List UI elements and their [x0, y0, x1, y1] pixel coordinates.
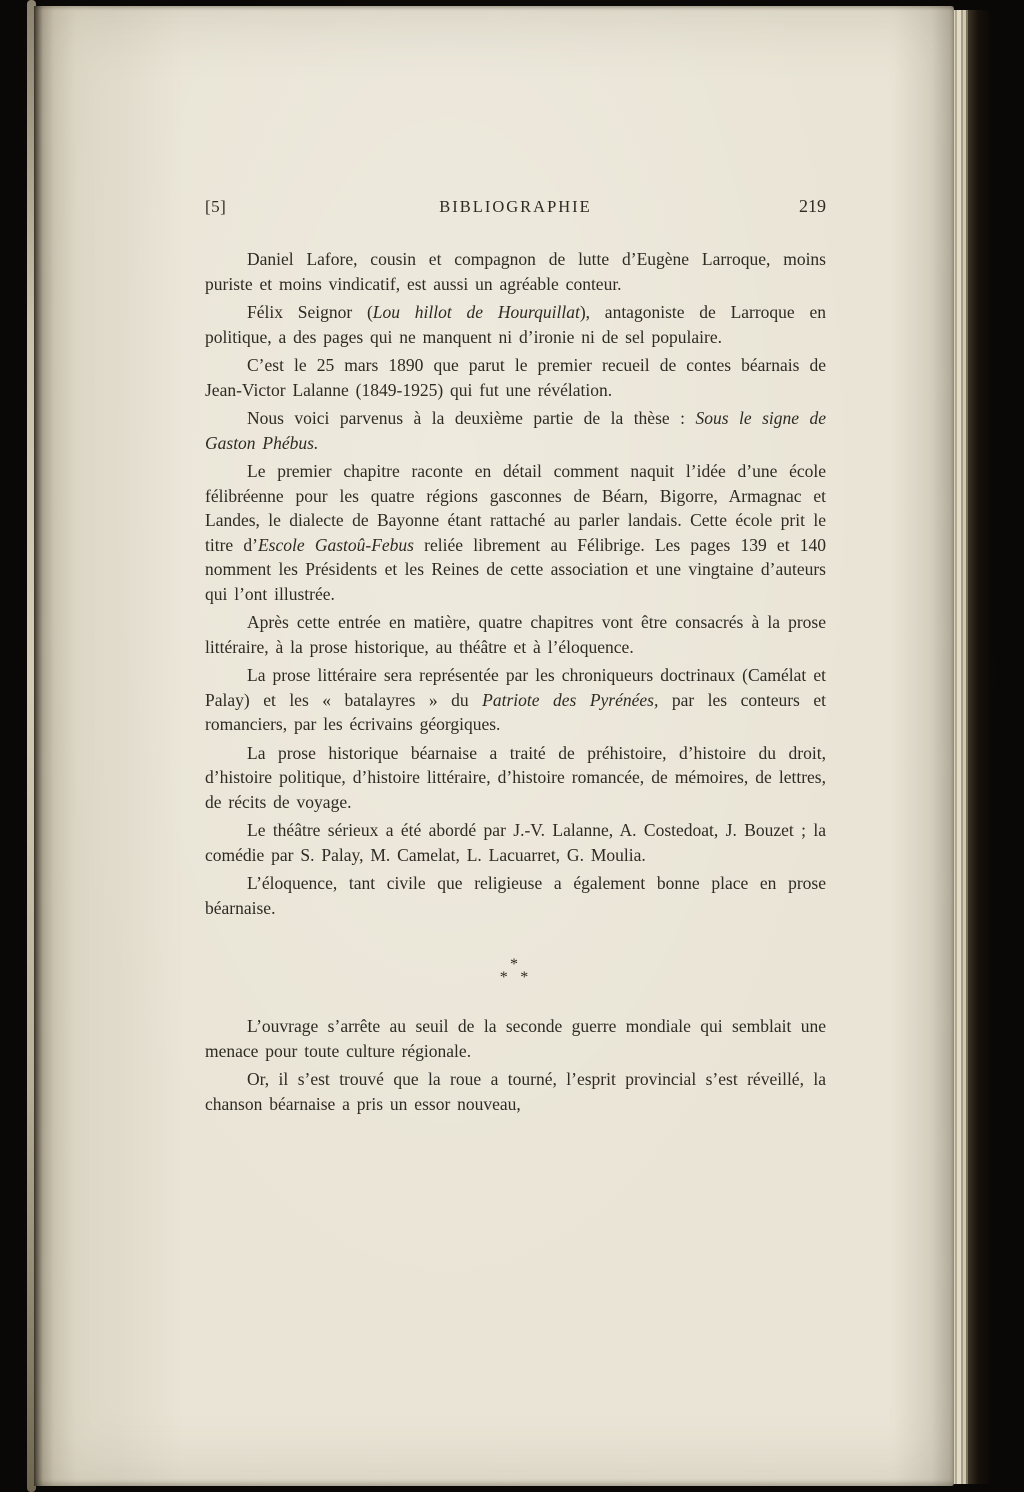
- paragraph: [205, 663, 826, 737]
- body-text: Le premier chapitre raconte en détail comment naquit l’idée d’une école félibréenne pour les quatre régions gasconnes de Béarn, Bigorre, Armagnac et Landes, le dialecte de Bayonne étant rattaché au parler landais. Cette école prit le titre d’: [205, 461, 826, 555]
- body-text: par les conteurs et romanciers, par les écrivains géorgiques.: [205, 689, 826, 734]
- asterism-line: *: [510, 956, 521, 973]
- body-text: La prose littéraire sera représentée par les chroniqueurs doctrinaux (Camélat et Palay) et les « batalayres » du: [205, 665, 826, 710]
- paragraph: [205, 247, 826, 296]
- text-block: [205, 247, 826, 1116]
- body-text: Or, il s’est trouvé que la roue a tourné, l’esprit provincial s’est réveillé, la chanson béarnaise a pris un essor nouveau,: [205, 1069, 826, 1114]
- asterism-separator: [205, 958, 826, 984]
- book-page: [34, 6, 954, 1486]
- body-text: Le théâtre sérieux a été abordé par J.-V. Lalanne, A. Costedoat, J. Bouzet ; la comédie par S. Palay, M. Camelat, L. Lacuarret, G. Moulia.: [205, 820, 826, 865]
- signature-mark: [5]: [205, 197, 227, 216]
- paragraph: [205, 1067, 826, 1116]
- italic-text: Sous le signe de Gaston Phébus.: [205, 408, 826, 453]
- paragraph: [205, 300, 826, 349]
- italic-text: Patriote des Pyrénées,: [482, 689, 659, 710]
- paragraph: [205, 1014, 826, 1063]
- italic-text: Lou hillot de Hourquillat: [372, 302, 580, 322]
- body-text: ), antagoniste de Larroque en politique, a des pages qui ne manquent ni d’ironie ni de sel populaire.: [205, 302, 826, 347]
- body-text: L’éloquence, tant civile que religieuse a également bonne place en prose béarnaise.: [205, 873, 826, 918]
- paragraph: [205, 459, 826, 606]
- page-header: [205, 196, 826, 217]
- paragraph: [205, 871, 826, 920]
- page-edges-stack: [952, 10, 992, 1484]
- body-text: Daniel Lafore, cousin et compagnon de lutte d’Eugène Larroque, moins puriste et moins vindicatif, est aussi un agréable conteur.: [205, 249, 826, 294]
- body-text: Nous voici parvenus à la deuxième partie de la thèse :: [247, 408, 696, 428]
- italic-text: Escole Gastoû-Febus: [257, 534, 414, 555]
- body-text: Après cette entrée en matière, quatre chapitres vont être consacrés à la prose littéraire, à la prose historique, au théâtre et à l’éloquence.: [205, 612, 826, 657]
- paragraph: [205, 741, 826, 815]
- paragraph: [205, 610, 826, 659]
- asterism-line: * *: [499, 969, 532, 986]
- body-text: L’ouvrage s’arrête au seuil de la seconde guerre mondiale qui semblait une menace pour toute culture régionale.: [205, 1016, 826, 1061]
- body-text: C’est le 25 mars 1890 que parut le premier recueil de contes béarnais de Jean-Victor Lalanne (1849-1925) qui fut une révélation.: [205, 355, 826, 400]
- running-title: BIBLIOGRAPHIE: [439, 197, 592, 216]
- page-content: [205, 196, 826, 1120]
- page-number: 219: [799, 196, 826, 216]
- body-text: La prose historique béarnaise a traité de préhistoire, d’histoire du droit, d’histoire politique, d’histoire littéraire, d’histoire romancée, de mémoires, de lettres, de récits de voyage.: [205, 742, 826, 812]
- paragraph: [205, 406, 826, 455]
- paragraph: [205, 818, 826, 867]
- paragraph: [205, 353, 826, 402]
- body-text: reliée librement au Félibrige. Les pages 139 et 140 nomment les Présidents et les Reines de cette association et une vingtaine d’auteurs qui l’ont illustrée.: [205, 534, 827, 604]
- body-text: Félix Seignor (: [247, 302, 373, 322]
